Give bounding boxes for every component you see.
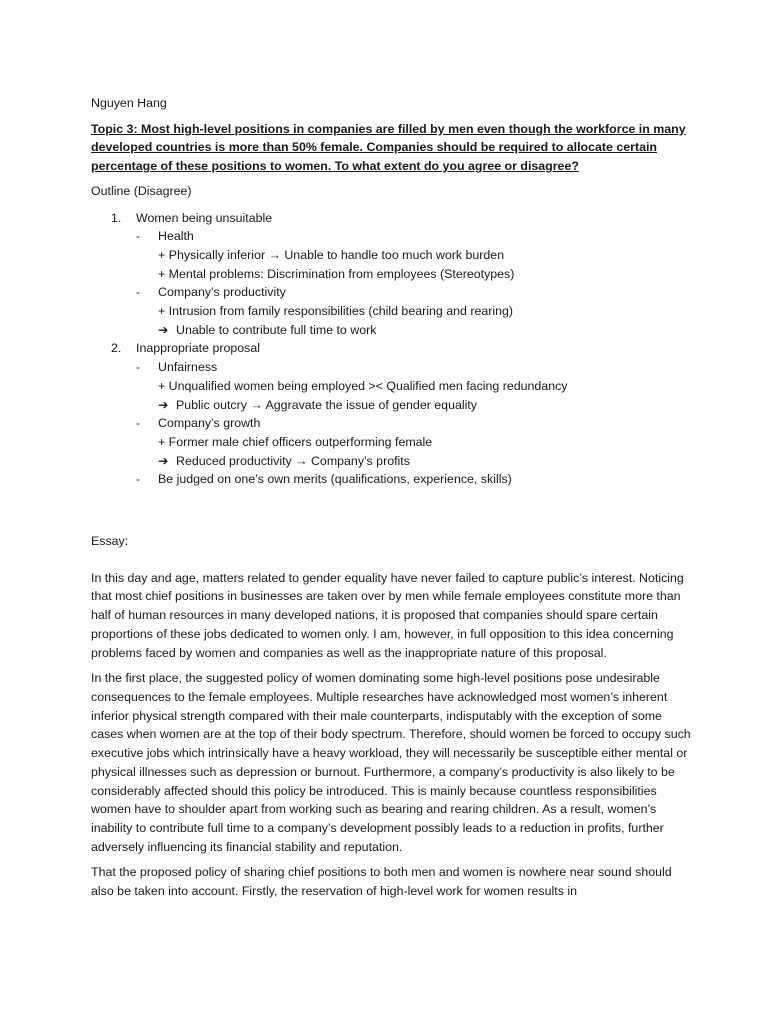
essay-body xyxy=(91,569,691,901)
dash-bullet: - xyxy=(136,472,141,487)
essay-topic: Topic 3: Most high-level positions in companies are filled by men even though the workforce in many developed countries is more than 50% female. Companies should be required to allocate certain percentage of these positions to women. To what extent do you agree or disagree? xyxy=(91,121,686,174)
essay-label: Essay: xyxy=(91,534,129,549)
subpoint xyxy=(136,283,691,339)
author-name: Nguyen Hang xyxy=(91,96,167,110)
subpoint-list xyxy=(136,358,691,489)
outline-section xyxy=(91,209,691,340)
subpoint xyxy=(136,470,691,489)
subpoint xyxy=(136,358,691,414)
right-arrow-icon: ➔ xyxy=(158,322,169,337)
outline-list xyxy=(91,209,691,490)
conclusion-point xyxy=(158,321,691,340)
section-number: 1. xyxy=(111,210,122,225)
subpoint-list xyxy=(136,227,691,339)
section-title: Inappropriate proposal xyxy=(136,341,260,356)
dash-bullet: - xyxy=(136,285,141,300)
subpoint-title: Be judged on one’s own merits (qualifications, experience, skills) xyxy=(158,472,512,487)
subpoint-title: Health xyxy=(158,229,194,244)
section-title: Women being unsuitable xyxy=(136,210,273,225)
subpoint xyxy=(136,414,691,470)
essay-paragraph: In this day and age, matters related to gender equality have never failed to capture public’s interest. Noticing that most chief positions in businesses are taken over by men while female employees constitute more than half of human resources in many developed nations, it is proposed that companies should spare certain proportions of these jobs dedicated to women only. I am, however, in full opposition to this idea concerning problems faced by women and companies as well as the inappropriate nature of this proposal. xyxy=(91,570,684,660)
section-number: 2. xyxy=(111,341,122,356)
conclusion-text: Unable to contribute full time to work xyxy=(176,322,377,337)
detail-point: + Former male chief officers outperforming female xyxy=(158,434,433,449)
right-arrow-icon: ➔ xyxy=(158,397,169,412)
subpoint-title: Company’s growth xyxy=(158,416,261,431)
dash-bullet: - xyxy=(136,229,141,244)
dash-bullet: - xyxy=(136,360,141,375)
essay-paragraph: In the first place, the suggested policy of women dominating some high-level positions pose undesirable consequences to the female employees. Multiple researches have acknowledged most women’s inherent inferior physical strength compared with their male counterparts, indisputably with the exception of some cases when women are at the top of their body spectrum. Therefore, should women be forced to occupy such executive jobs which intrinsically have a heavy workload, they will necessarily be susceptible either mental or physical illnesses such as depression or burnout. Furthermore, a company’s productivity is also likely to be considerably affected should this policy be introduced. This is mainly because countless responsibilities women have to shoulder apart from working such as bearing and rearing children. As a result, women’s inability to contribute full time to a company’s development possibly leads to a reduction in profits, further adversely influencing its financial stability and reputation. xyxy=(91,671,691,854)
conclusion-point xyxy=(158,396,691,415)
detail-point: + Mental problems: Discrimination from employees (Stereotypes) xyxy=(158,266,515,281)
document-page xyxy=(91,94,691,908)
essay-paragraph: That the proposed policy of sharing chief positions to both men and women is nowhere near sound should also be taken into account. Firstly, the reservation of high-level work for women results in xyxy=(91,865,672,899)
detail-point: + Physically inferior → Unable to handle too much work burden xyxy=(158,247,505,262)
subpoint-title: Company’s productivity xyxy=(158,285,286,300)
outline-section xyxy=(91,339,691,489)
subpoint xyxy=(136,227,691,283)
right-arrow-icon: ➔ xyxy=(158,453,169,468)
detail-point: + Unqualified women being employed >< Qualified men facing redundancy xyxy=(158,378,568,393)
outline-title: Outline (Disagree) xyxy=(91,183,192,198)
conclusion-text: Reduced productivity → Company’s profits xyxy=(176,453,410,468)
detail-point: + Intrusion from family responsibilities (child bearing and rearing) xyxy=(158,304,514,319)
subpoint-title: Unfairness xyxy=(158,360,218,375)
dash-bullet: - xyxy=(136,416,141,431)
conclusion-text: Public outcry → Aggravate the issue of gender equality xyxy=(176,397,477,412)
conclusion-point xyxy=(158,452,691,471)
